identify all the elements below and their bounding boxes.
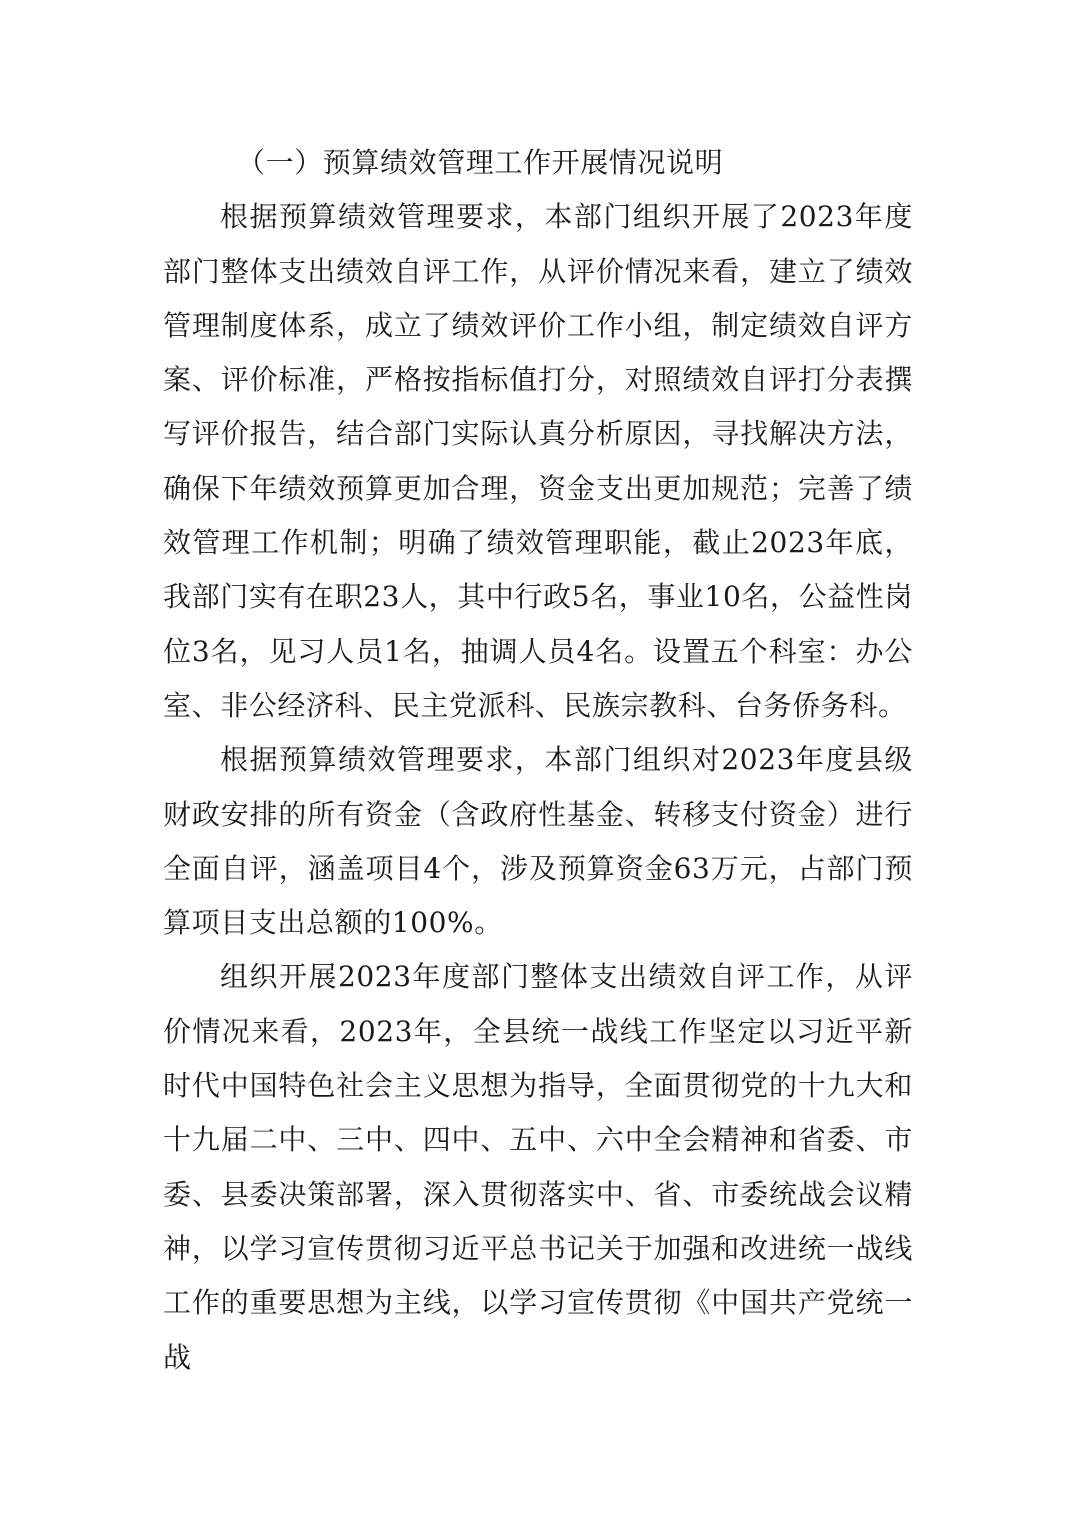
- section-heading: （一）预算绩效管理工作开展情况说明: [237, 146, 724, 179]
- paragraph-work-overview: 根据预算绩效管理要求，本部门组织开展了2023年度部门整体支出绩效自评工作，从评价情况来看，建立了绩效管理制度体系，成立了绩效评价工作小组，制定绩效自评方案、评价标准，严格按指标值打分，对照绩效自评打分表撰写评价报告，结合部门实际认真分析原因，寻找解决方法，确保下年绩效预算更加合理，资金支出更加规范；完善了绩效管理工作机制；明确了绩效管理职能，截止2023年底，我部门实有在职23人，其中行政5名，事业10名，公益性岗位3名，见习人员1名，抽调人员4名。设置五个科室：办公室、非公经济科、民主党派科、民族宗教科、台务侨务科。: [163, 200, 913, 722]
- document-body: [163, 136, 913, 1385]
- paragraph-self-evaluation-scope: 根据预算绩效管理要求，本部门组织对2023年度县级财政安排的所有资金（含政府性基金、转移支付资金）进行全面自评，涵盖项目4个，涉及预算资金63万元，占部门预算项目支出总额的100%。: [163, 743, 913, 940]
- paragraph-united-front-work: 组织开展2023年度部门整体支出绩效自评工作，从评价情况来看，2023年，全县统一战线工作坚定以习近平新时代中国特色社会主义思想为指导，全面贯彻党的十九大和十九届二中、三中、四中、五中、六中全会精神和省委、市委、县委决策部署，深入贯彻落实中、省、市委统战会议精神，以学习宣传贯彻习近平总书记关于加强和改进统一战线工作的重要思想为主线，以学习宣传贯彻《中国共产党统一战: [163, 960, 913, 1374]
